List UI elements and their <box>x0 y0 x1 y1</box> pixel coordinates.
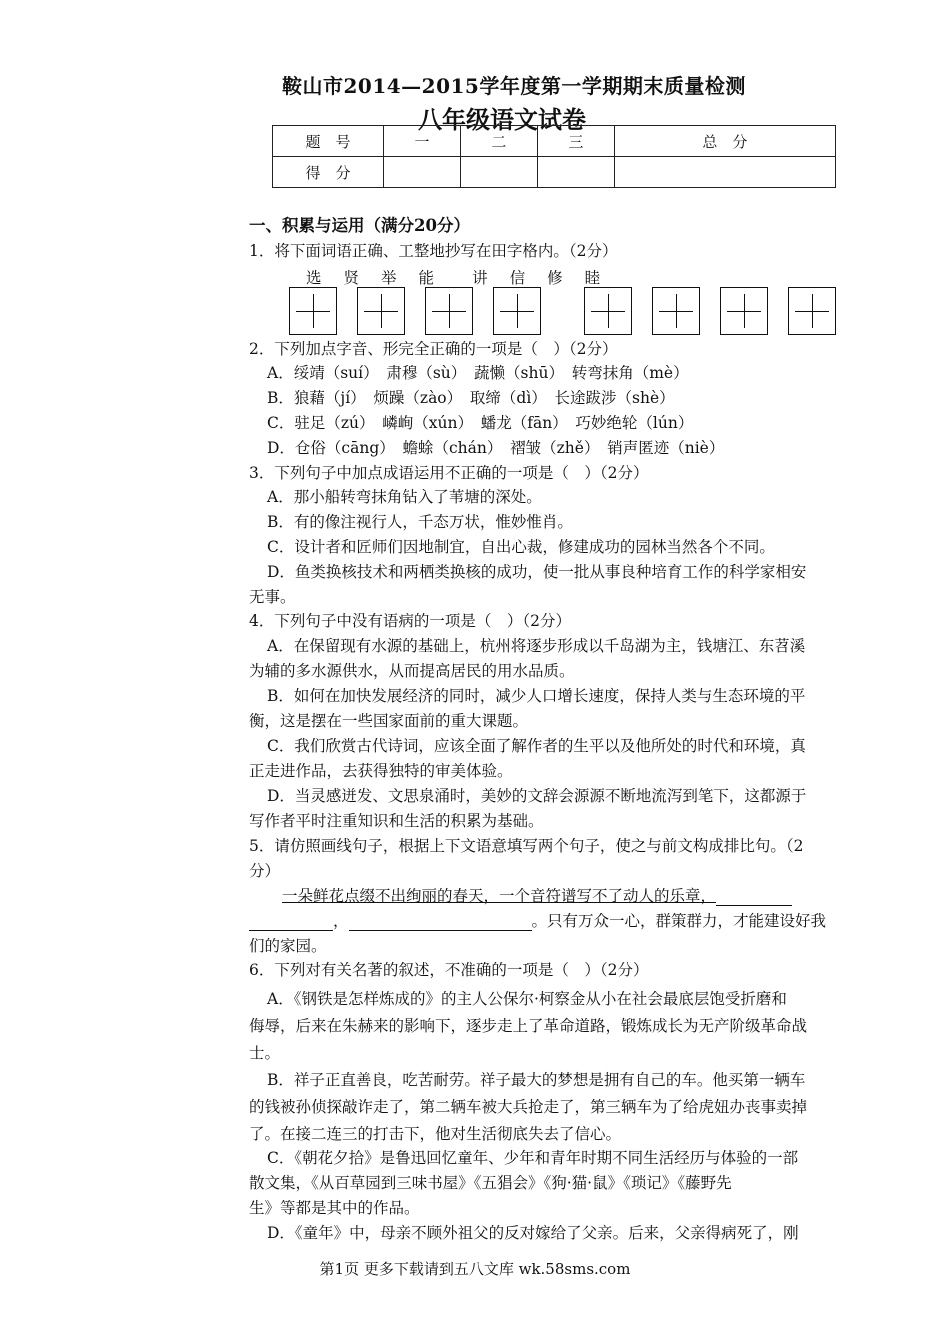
q1-character-row <box>306 266 622 288</box>
page-footer: 第1页 更多下载请到五八文库 wk.58sms.com <box>319 1260 631 1278</box>
table-cell: 二 <box>460 126 537 157</box>
q2-option-c: C．驻足（zú） 嶙峋（xún） 蟠龙（fān） 巧妙绝轮（lún） <box>267 414 694 432</box>
q6-option-c-cont: 生》等都是其中的作品。 <box>249 1199 420 1217</box>
q2-option-d: D．仓俗（cāng） 蟾蜍（chán） 褶皱（zhě） 销声匿迹（niè） <box>267 439 725 457</box>
q5-answer-blank[interactable] <box>716 889 792 906</box>
tianzige-box[interactable] <box>584 287 632 335</box>
q5-underlined-sentence: 一朵鲜花点缀不出绚丽的春天，一个音符谱写不了动人的乐章， <box>282 887 717 905</box>
q5-answer-blank[interactable] <box>349 914 532 931</box>
question-4-stem: 4．下列句子中没有语病的一项是（ ）（2分） <box>249 612 571 630</box>
q1-char: 选 <box>306 269 322 287</box>
q6-option-b-cont: 的钱被孙侦探敲诈走了，第二辆车被大兵抢走了，第三辆车为了给虎妞办丧事卖掉 <box>249 1098 808 1116</box>
q2-option-b: B．狼藉（jí） 烦躁（zào） 取缔（dì） 长途跋涉（shè） <box>267 389 675 407</box>
score-input-cell[interactable] <box>460 157 537 188</box>
q1-char: 修 <box>547 269 563 287</box>
q3-option-d: D．鱼类换核技术和两栖类换核的成功，使一批从事良种培育工作的科学家相安 <box>267 563 807 581</box>
q4-option-b: B．如何在加快发展经济的同时，减少人口增长速度，保持人类与生态环境的平 <box>267 687 806 705</box>
q1-char: 讲 <box>472 269 488 287</box>
exam-subtitle: 八年级语文试卷 <box>418 105 586 134</box>
question-6-stem: 6．下列对有关名著的叙述，不准确的一项是（ ）（2分） <box>249 961 649 979</box>
table-cell: 总 分 <box>614 126 835 157</box>
tianzige-box[interactable] <box>425 287 473 335</box>
q4-option-d-cont: 写作者平时注重知识和生活的积累为基础。 <box>249 812 544 830</box>
q1-char: 睦 <box>584 269 601 287</box>
score-table <box>272 125 836 188</box>
score-input-cell[interactable] <box>384 157 461 188</box>
q4-option-a-cont: 为辅的多水源供水，从而提高居民的用水品质。 <box>249 662 575 680</box>
score-input-cell[interactable] <box>537 157 614 188</box>
q6-option-d: D．《童年》中，母亲不顾外祖父的反对嫁给了父亲。后来，父亲得病死了，刚 <box>267 1224 799 1242</box>
q1-char: 贤 <box>343 269 360 287</box>
q5-tail: 。只有万众一心，群策群力，才能建设好我 <box>531 912 827 930</box>
q5-prompt-line <box>249 886 894 906</box>
tianzige-box[interactable] <box>289 287 337 335</box>
q3-option-b: B．有的像注视行人，千态万状，惟妙惟肖。 <box>267 513 573 531</box>
table-cell: 一 <box>384 126 461 157</box>
table-row <box>273 157 836 188</box>
tianzige-box[interactable] <box>788 287 836 335</box>
q1-char: 能 <box>418 269 435 287</box>
q4-option-c-cont: 正走进作品，去获得独特的审美体验。 <box>249 762 513 780</box>
q3-option-d-cont: 无事。 <box>249 588 296 606</box>
tianzige-box[interactable] <box>493 287 541 335</box>
q6-option-a: A．《钢铁是怎样炼成的》的主人公保尔·柯察金从小在社会最底层饱受折磨和 <box>267 990 787 1008</box>
question-5-stem-cont: 分） <box>249 862 281 880</box>
section-heading: 一、积累与运用（满分20分） <box>249 216 470 235</box>
q4-option-a: A．在保留现有水源的基础上，杭州将逐步形成以千岛湖为主，钱塘江、东苕溪 <box>267 637 806 655</box>
question-2-stem: 2．下列加点字音、形完全正确的一项是（ ）（2分） <box>249 340 618 358</box>
question-5-stem: 5．请仿照画线句子，根据上下文语意填写两个句子，使之与前文构成排比句。（2 <box>249 837 804 855</box>
q5-answer-blank[interactable] <box>249 914 333 931</box>
q1-char: 举 <box>381 269 397 287</box>
q1-char: 信 <box>509 269 526 287</box>
table-cell: 三 <box>537 126 614 157</box>
table-cell: 得 分 <box>273 157 384 188</box>
q6-option-a-cont: 侮辱，后来在朱赫来的影响下，逐步走上了革命道路，锻炼成长为无产阶级革命战 <box>249 1017 808 1035</box>
question-3-stem: 3．下列句子中加点成语运用不正确的一项是（ ）（2分） <box>249 464 649 482</box>
q6-option-b-cont: 了。在接二连三的打击下，他对生活彻底失去了信心。 <box>249 1125 622 1143</box>
q6-option-c-cont: 散文集，《从百草园到三味书屋》《五猖会》《狗·猫·鼠》《琐记》《藤野先 <box>249 1174 732 1192</box>
score-input-cell[interactable] <box>614 157 835 188</box>
q5-end: 们的家园。 <box>249 937 327 955</box>
q2-option-a: A．绥靖（suí） 肃穆（sù） 蔬懒（shū） 转弯抹角（mè） <box>267 364 689 382</box>
q3-option-c: C．设计者和匠师们因地制宜，自出心裁，修建成功的园林当然各个不同。 <box>267 538 775 556</box>
table-cell: 题 号 <box>273 126 384 157</box>
exam-title: 鞍山市2014—2015学年度第一学期期末质量检测 <box>282 74 746 98</box>
q4-option-d: D．当灵感迸发、文思泉涌时，美妙的文辞会源源不断地流泻到笔下，这都源于 <box>267 787 807 805</box>
q5-answer-line <box>249 911 861 931</box>
q3-option-a: A．那小船转弯抹角钻入了苇塘的深处。 <box>267 488 542 506</box>
tianzige-box[interactable] <box>357 287 405 335</box>
question-1-stem: 1．将下面词语正确、工整地抄写在田字格内。（2分） <box>249 242 618 260</box>
q6-option-b: B．祥子正直善良，吃苦耐劳。祥子最大的梦想是拥有自己的车。他买第一辆车 <box>267 1071 806 1089</box>
q4-option-c: C．我们欣赏古代诗词，应该全面了解作者的生平以及他所处的时代和环境，真 <box>267 737 806 755</box>
q5-comma: ， <box>333 912 349 930</box>
tianzige-box[interactable] <box>652 287 700 335</box>
tianzige-box[interactable] <box>720 287 768 335</box>
q4-option-b-cont: 衡，这是摆在一些国家面前的重大课题。 <box>249 712 529 730</box>
q6-option-c: C．《朝花夕拾》是鲁迅回忆童年、少年和青年时期不同生活经历与体验的一部 <box>267 1149 799 1167</box>
table-row <box>273 126 836 157</box>
q6-option-a-cont: 士。 <box>249 1044 281 1062</box>
